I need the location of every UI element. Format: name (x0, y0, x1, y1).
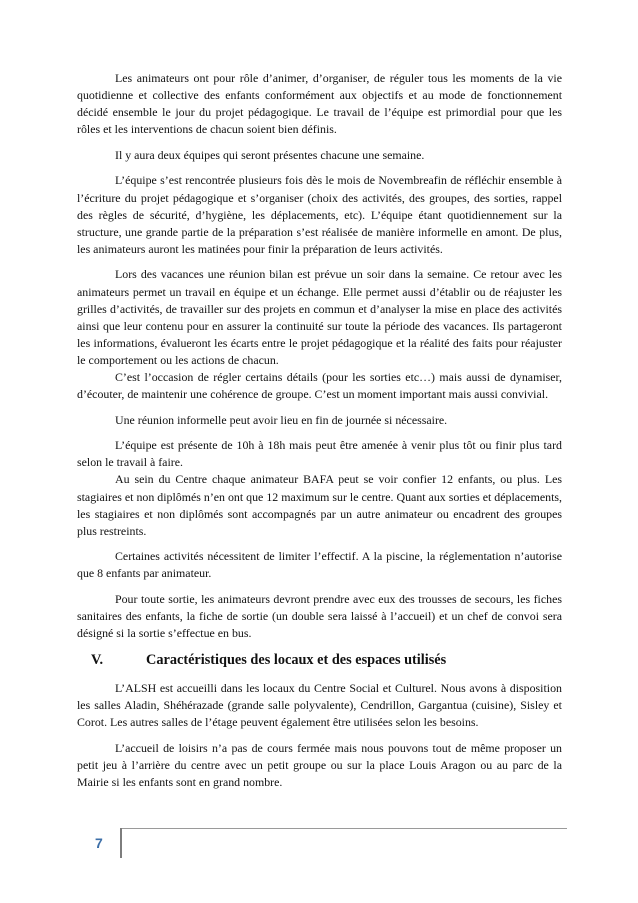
paragraph-horaires: L’équipe est présente de 10h à 18h mais peut être amenée à venir plus tôt ou finir plus tard selon le travail à faire. (77, 438, 562, 470)
section-number: V. (91, 651, 104, 668)
page-content (77, 70, 562, 799)
paragraph-locaux: L’ALSH est accueilli dans les locaux du Centre Social et Culturel. Nous avons à disposition les salles Aladin, Shéhérazade (grande salle polyvalente), Cendrillon, Gargantua (cuisine), Sisley et Corot. Les autres salles de l’étage peuvent également être utilisées selon les besoins. (77, 680, 562, 729)
paragraph-sorties: Pour toute sortie, les animateurs devront prendre avec eux des trousses de secours, les fiches sanitaires des enfants, la fiche de sortie (un double sera laissé à l’accueil) et un chef de convoi sera désigné si la sortie s’effectue en bus. (77, 592, 562, 641)
paragraph-reunion-informelle: Une réunion informelle peut avoir lieu en fin de journée si nécessaire. (115, 412, 448, 427)
paragraph-occasion: C’est l’occasion de régler certains détails (pour les sorties etc…) mais aussi de dynamiser, d’écouter, de maintenir une cohérence de groupe. C’est un moment important mais aussi convivial. (77, 370, 562, 402)
footer-rule (121, 828, 567, 829)
paragraph-reunion-bilan: Lors des vacances une réunion bilan est prévue un soir dans la semaine. Ce retour avec les animateurs permet un travail en équipe et un échange. Elle permet aussi d’établir ou de réajuster les grilles d’activités, de travailler sur des projets en commun et d’analyser la mise en place des activités ainsi que leur contenu pour en assurer la continuité sur toute la période des vacances. Ils partageront les informations, évalueront les écarts entre le projet pédagogique et la réalité des faits pour réajuster le comportement ou les actions de chacun. (77, 267, 562, 367)
paragraph-piscine: Certaines activités nécessitent de limiter l’effectif. A la piscine, la réglementation n’autorise que 8 enfants par animateur. (77, 549, 562, 581)
paragraph-animateurs-role: Les animateurs ont pour rôle d’animer, d’organiser, de réguler tous les moments de la vie quotidienne et collective des enfants conformément aux objectifs et au mode de fonctionnement décidé ensemble le jour du projet pédagogique. Le travail de l’équipe est primordial pour que les rôles et les interventions de chacun soient bien définis. (77, 71, 562, 137)
section-heading (77, 651, 562, 670)
page-footer (77, 828, 567, 858)
paragraph-equipe-rencontre: L’équipe s’est rencontrée plusieurs fois dès le mois de Novembreafin de réfléchir ensemble à l’écriture du projet pédagogique et s’organiser (choix des activités, des groupes, des sorties, rappel des règles de sécurité, d’hygiène, les déplacements, etc). L’équipe étant quotidiennement sur la structure, une grande partie de la préparation s’est réalisée de manière informelle en amont. De plus, les animateurs auront les matinées pour finir la préparation de leurs activités. (77, 173, 562, 256)
page-number: 7 (95, 835, 103, 851)
paragraph-encadrement: Au sein du Centre chaque animateur BAFA peut se voir confier 12 enfants, ou plus. Les stagiaires et non diplômés n’en ont que 12 maximum sur le centre. Quant aux sorties et déplacements, les stagiaires et non diplômés sont accompagnés par un autre animateur ou encadrent des groupes plus restreints. (77, 472, 562, 538)
footer-divider (120, 828, 122, 858)
paragraph-deux-equipes: Il y aura deux équipes qui seront présentes chacune une semaine. (115, 147, 425, 162)
section-title: Caractéristiques des locaux et des espaces utilisés (146, 651, 447, 668)
paragraph-accueil-loisirs: L’accueil de loisirs n’a pas de cours fermée mais nous pouvons tout de même proposer un petit jeu à l’arrière du centre avec un petit groupe ou sur la place Louis Aragon ou au parc de la Mairie si les enfants sont en grand nombre. (77, 740, 562, 789)
